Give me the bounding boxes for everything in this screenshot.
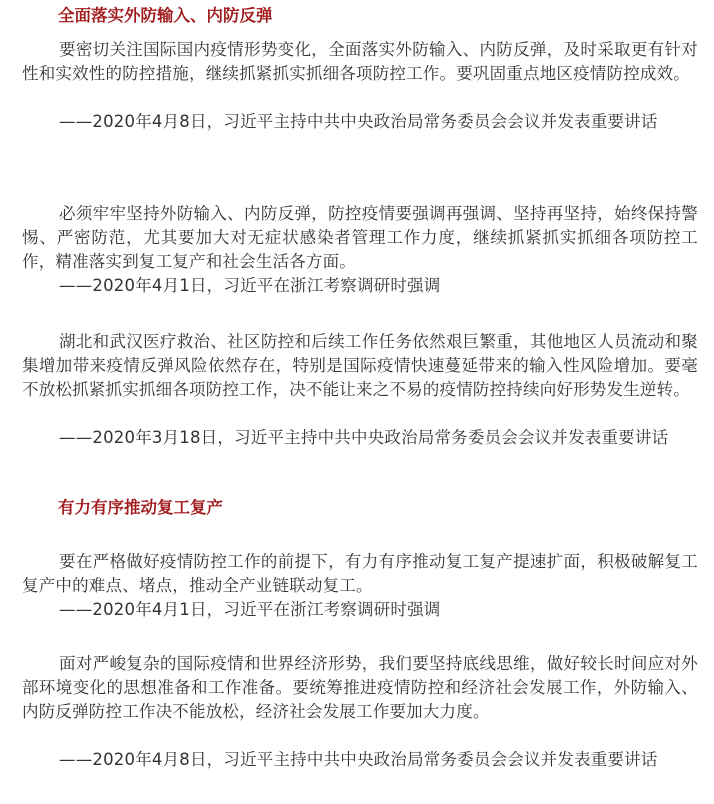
quote-source: ——2020年3月18日，习近平主持中共中央政治局常务委员会会议并发表重要讲话 bbox=[59, 428, 669, 447]
section-heading-2: 有力有序推动复工复产 bbox=[58, 498, 223, 517]
quote-source: ——2020年4月1日，习近平在浙江考察调研时强调 bbox=[59, 600, 441, 619]
quote-paragraph: 必须牢牢坚持外防输入、内防反弹，防控疫情要强调再强调、坚持再坚持，始终保持警惕、严密防范，尤其要加大对无症状感染者管理工作力度，继续抓紧抓实抓细各项防控工作，精准落实到复工复产和社会生活各方面。 bbox=[22, 204, 698, 271]
quote-source: ——2020年4月8日，习近平主持中共中央政治局常务委员会会议并发表重要讲话 bbox=[59, 750, 658, 769]
quote-paragraph: 面对严峻复杂的国际疫情和世界经济形势，我们要坚持底线思维，做好较长时间应对外部环境变化的思想准备和工作准备。要统筹推进疫情防控和经济社会发展工作，外防输入、内防反弹防控工作决不能放松，经济社会发展工作要加大力度。 bbox=[22, 654, 698, 721]
quote-paragraph: 湖北和武汉医疗救治、社区防控和后续工作任务依然艰巨繁重，其他地区人员流动和聚集增加带来疫情反弹风险依然存在，特别是国际疫情快速蔓延带来的输入性风险增加。要毫不放松抓紧抓实抓细各项防控工作，决不能让来之不易的疫情防控持续向好形势发生逆转。 bbox=[22, 332, 698, 399]
quote-paragraph: 要在严格做好疫情防控工作的前提下，有力有序推动复工复产提速扩面，积极破解复工复产中的难点、堵点，推动全产业链联动复工。 bbox=[22, 552, 698, 595]
section-heading-1: 全面落实外防输入、内防反弹 bbox=[58, 6, 273, 25]
quote-source: ——2020年4月1日，习近平在浙江考察调研时强调 bbox=[59, 276, 441, 295]
quote-source: ——2020年4月8日，习近平主持中共中央政治局常务委员会会议并发表重要讲话 bbox=[59, 112, 658, 131]
quote-paragraph: 要密切关注国际国内疫情形势变化，全面落实外防输入、内防反弹，及时采取更有针对性和实效性的防控措施，继续抓紧抓实抓细各项防控工作。要巩固重点地区疫情防控成效。 bbox=[22, 40, 698, 83]
